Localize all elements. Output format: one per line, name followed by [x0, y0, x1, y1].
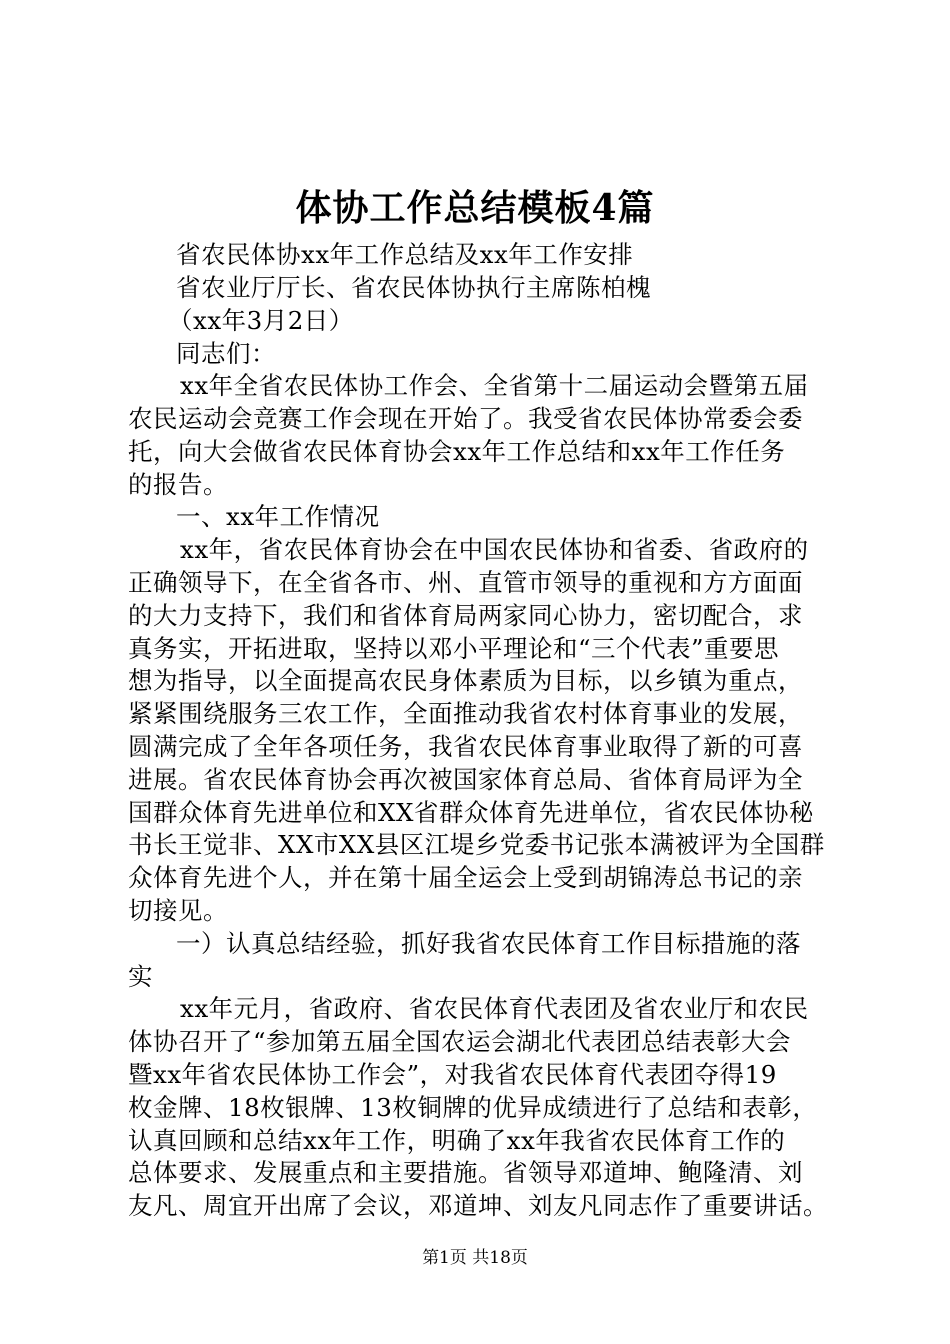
subsection-heading: 一）认真总结经验，抓好我省农民体育工作目标措施的落	[176, 929, 801, 958]
paragraph-line: 圆满完成了全年各项任务，我省农民体育事业取得了新的可喜	[128, 732, 803, 761]
paragraph-line: 友凡、周宜开出席了会议，邓道坤、刘友凡同志作了重要讲话。	[128, 1191, 828, 1220]
author-line: 省农业厅厅长、省农民体协执行主席陈柏槐	[176, 273, 651, 302]
paragraph-line: 进展。省农民体育协会再次被国家体育总局、省体育局评为全	[128, 765, 803, 794]
section-heading: 一、xx年工作情况	[176, 502, 380, 531]
subtitle-line: 省农民体协xx年工作总结及xx年工作安排	[176, 240, 634, 269]
paragraph-line: 认真回顾和总结xx年工作，明确了xx年我省农民体育工作的	[128, 1126, 786, 1155]
paragraph-line: 暨xx年省农民体协工作会”，对我省农民体育代表团夺得19	[128, 1060, 777, 1089]
paragraph-line: 众体育先进个人，并在第十届全运会上受到胡锦涛总书记的亲	[128, 863, 803, 892]
paragraph-line: 紧紧围绕服务三农工作，全面推动我省农村体育事业的发展，	[128, 699, 803, 728]
paragraph-line: xx年全省农民体协工作会、全省第十二届运动会暨第五届	[180, 371, 809, 400]
paragraph-line: 正确领导下，在全省各市、州、直管市领导的重视和方方面面	[128, 568, 803, 597]
subsection-heading-cont: 实	[128, 962, 153, 991]
paragraph-line: xx年，省农民体育协会在中国农民体协和省委、省政府的	[180, 535, 809, 564]
paragraph-line: 总体要求、发展重点和主要措施。省领导邓道坤、鲍隆清、刘	[128, 1158, 803, 1187]
paragraph-line: 国群众体育先进单位和XX省群众体育先进单位，省农民体协秘	[128, 798, 814, 827]
date-line: （xx年3月2日）	[168, 306, 354, 335]
paragraph-line: 想为指导，以全面提高农民身体素质为目标，以乡镇为重点，	[128, 666, 803, 695]
paragraph-line: 体协召开了“参加第五届全国农运会湖北代表团总结表彰大会	[128, 1027, 792, 1056]
page-number-footer: 第1页 共18页	[422, 1248, 528, 1268]
salutation-line: 同志们：	[176, 339, 276, 368]
paragraph-line: 真务实，开拓进取，坚持以邓小平理论和“三个代表”重要思	[128, 634, 780, 663]
paragraph-line: 的报告。	[128, 470, 228, 499]
paragraph-line: 托，向大会做省农民体育协会xx年工作总结和xx年工作任务	[128, 437, 786, 466]
paragraph-line: 切接见。	[128, 896, 228, 925]
paragraph-line: xx年元月，省政府、省农民体育代表团及省农业厅和农民	[180, 994, 809, 1023]
paragraph-line: 枚金牌、18枚银牌、13枚铜牌的优异成绩进行了总结和表彰，	[128, 1093, 818, 1122]
paragraph-line: 农民运动会竞赛工作会现在开始了。我受省农民体协常委会委	[128, 404, 803, 433]
paragraph-line: 的大力支持下，我们和省体育局两家同心协力，密切配合，求	[128, 601, 803, 630]
paragraph-line: 书长王觉非、XX市XX县区江堤乡党委书记张本满被评为全国群	[128, 830, 825, 859]
document-title: 体协工作总结模板4篇	[295, 187, 655, 229]
